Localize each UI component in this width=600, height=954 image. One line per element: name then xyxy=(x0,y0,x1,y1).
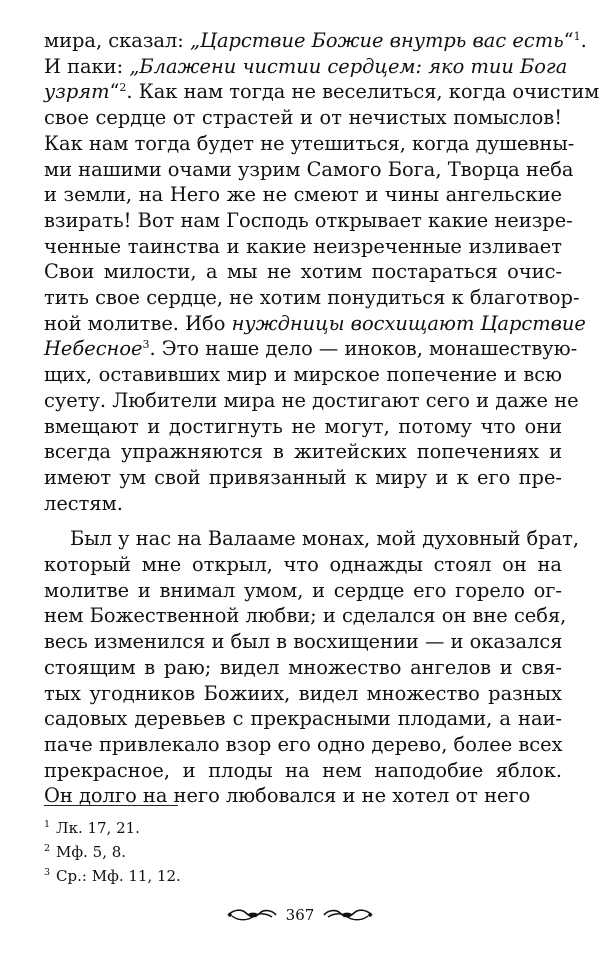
text-line: Он долго на него любовался и не хотел от него xyxy=(44,784,531,808)
text-line: узрят“$^2$. Как нам тогда не веселиться, когда очистим xyxy=(44,80,600,104)
text-line: всегда упражняются в житейских попечениях и xyxy=(44,440,562,464)
text-line: щих, оставивших мир и мирское попечение и всю xyxy=(44,363,562,387)
text-line: ми нашими очами узрим Самого Бога, Творца неба xyxy=(44,157,574,181)
footnote-number: 2 xyxy=(44,843,51,854)
paragraph-2 xyxy=(44,526,580,809)
text-line: свое сердце от страстей и от нечистых помыслов! xyxy=(44,106,562,130)
text-line: нем Божественной любви; и сделался он вне себя, xyxy=(44,604,567,628)
text-line: который мне открыл, что однажды стоял он на xyxy=(44,553,562,577)
footnote-text: Мф. 5, 8. xyxy=(56,843,127,861)
paragraph-1 xyxy=(44,28,600,516)
footnote-2 xyxy=(44,840,181,864)
italic-quote: узрят xyxy=(44,80,110,104)
text-line: ченные таинства и какие неизреченные изливает xyxy=(44,234,562,258)
text-line: и земли, на Него же не смеют и чины ангельские xyxy=(44,183,562,207)
footnote-3 xyxy=(44,864,181,888)
footnote-1 xyxy=(44,816,181,840)
italic-quote: нуждницы восхищают Царствие xyxy=(231,311,586,335)
text-line: Небесное$^3$. Это наше дело — иноков, монашествую- xyxy=(44,337,578,361)
footnote-ref: 1 xyxy=(573,30,581,43)
text-line: мира, сказал: „Царствие Божие внутрь вас есть“$^1$. xyxy=(44,29,587,52)
italic-quote: Небесное xyxy=(44,337,143,361)
footnotes xyxy=(44,816,181,888)
footnote-number: 1 xyxy=(44,819,51,830)
italic-quote: „Царствие Божие внутрь вас есть xyxy=(190,29,564,52)
text-line: Был у нас на Валааме монах, мой духовный брат, xyxy=(70,527,580,551)
footnote-text: Ср.: Мф. 11, 12. xyxy=(56,867,181,885)
italic-quote: „Блажени чистии сердцем: яко тии Бога xyxy=(129,54,568,78)
text-line: имеют ум свой привязанный к миру и к его пре- xyxy=(44,465,562,489)
page-footer xyxy=(0,903,600,927)
flourish-right-icon xyxy=(322,908,374,922)
footnote-ref: 3 xyxy=(142,338,150,352)
footnote-text: Лк. 17, 21. xyxy=(56,819,140,837)
text-line: паче привлекало взор его одно дерево, более всех xyxy=(44,732,563,756)
text-line: ной молитве. Ибо нуждницы восхищают Царствие xyxy=(44,311,586,335)
page-body xyxy=(44,28,600,809)
text-line: молитве и внимал умом, и сердце его горело ог- xyxy=(44,578,562,602)
flourish-left-icon xyxy=(226,908,278,922)
text-line: весь изменился и был в восхищении — и оказался xyxy=(44,630,563,654)
text-line: садовых деревьев с прекрасными плодами, а наи- xyxy=(44,707,562,731)
text-line: тых угодников Божиих, видел множество разных xyxy=(44,681,562,705)
footnote-ref: 2 xyxy=(119,81,127,95)
footnote-separator xyxy=(44,805,178,806)
text-line: И паки: „Блажени чистии сердцем: яко тии Бога xyxy=(44,54,568,78)
text-line: Свои милости, а мы не хотим постараться очис- xyxy=(44,260,562,284)
page-number: 367 xyxy=(285,906,315,924)
text-line: суету. Любители мира не достигают сего и даже не xyxy=(44,388,579,412)
text-line: лестям. xyxy=(44,491,123,515)
text-line: стоящим в раю; видел множество ангелов и свя- xyxy=(44,655,562,679)
text-line: взирать! Вот нам Господь открывает какие неизре- xyxy=(44,208,573,232)
footnote-number: 3 xyxy=(44,867,51,878)
text-line: прекрасное, и плоды на нем наподобие яблок. xyxy=(44,758,562,782)
text-line: тить свое сердце, не хотим понудиться к благотвор- xyxy=(44,286,580,310)
text-line: вмещают и достигнуть не могут, потому что они xyxy=(44,414,562,438)
text-line: Как нам тогда будет не утешиться, когда душевны- xyxy=(44,131,575,155)
